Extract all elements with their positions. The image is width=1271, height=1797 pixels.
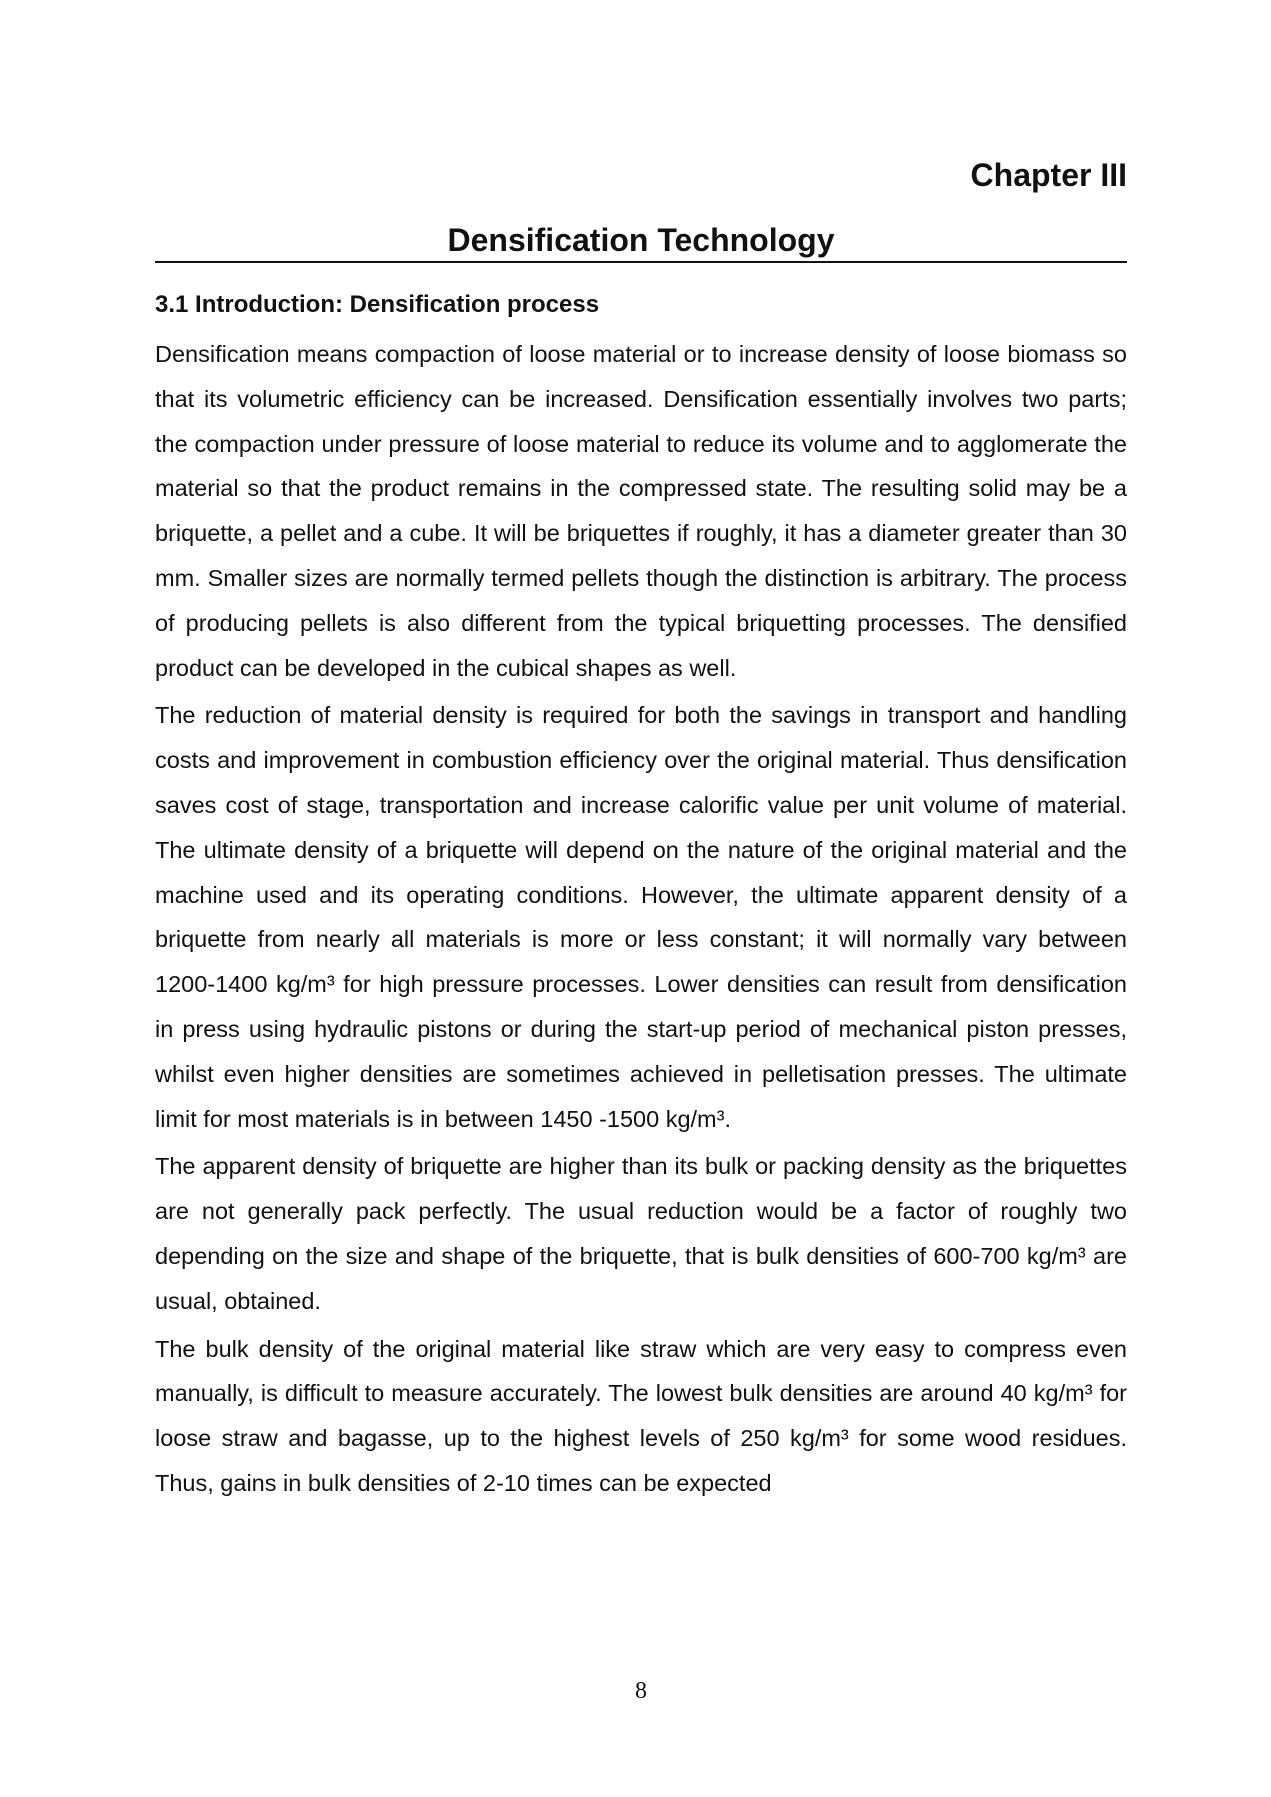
paragraph: Densification means compaction of loose material or to increase density of loose biomass so that its volumetric efficiency can be increased. Densification essentially involves two parts; the compaction under pressure of loose material to reduce its volume and to agglomerate the material so that the product remains in the compressed state. The resulting solid may be a briquette, a pellet and a cube. It will be briquettes if roughly, it has a diameter greater than 30 mm. Smaller sizes are normally termed pellets though the distinction is arbitrary. The process of producing pellets is also different from the typical briquetting processes. The densified product can be developed in the cubical shapes as well. [155,341,1127,681]
paragraph: The bulk density of the original material like straw which are very easy to compress even manually, is difficult to measure accurately. The lowest bulk densities are around 40 kg/m³ for loose straw and bagasse, up to the highest levels of 250 kg/m³ for some wood residues. Thus, gains in bulk densities of 2-10 times can be expected [155,1335,1127,1496]
chapter-title: Densification Technology [447,222,835,258]
paragraph: The apparent density of briquette are higher than its bulk or packing density as the briquettes are not generally pack perfectly. The usual reduction would be a factor of roughly two depending on the size and shape of the briquette, that is bulk densities of 600-700 kg/m³ are usual, obtained. [155,1153,1127,1314]
page-number: 8 [635,1678,647,1704]
body-text [155,332,1127,1509]
paragraph: The reduction of material density is required for both the savings in transport and handling costs and improvement in combustion efficiency over the original material. Thus densification saves cost of stage, transportation and increase calorific value per unit volume of material. The ultimate density of a briquette will depend on the nature of the original material and the machine used and its operating conditions. However, the ultimate apparent density of a briquette from nearly all materials is more or less constant; it will normally vary between 1200-1400 kg/m³ for high pressure processes. Lower densities can result from densification in press using hydraulic pistons or during the start-up period of mechanical piston presses, whilst even higher densities are sometimes achieved in pelletisation presses. The ultimate limit for most materials is in between 1450 -1500 kg/m³. [155,702,1127,1132]
chapter-label: Chapter III [970,157,1127,193]
document-page [155,0,1127,1797]
section-heading: 3.1 Introduction: Densification process [155,291,600,318]
title-underline-rule [155,261,1127,263]
